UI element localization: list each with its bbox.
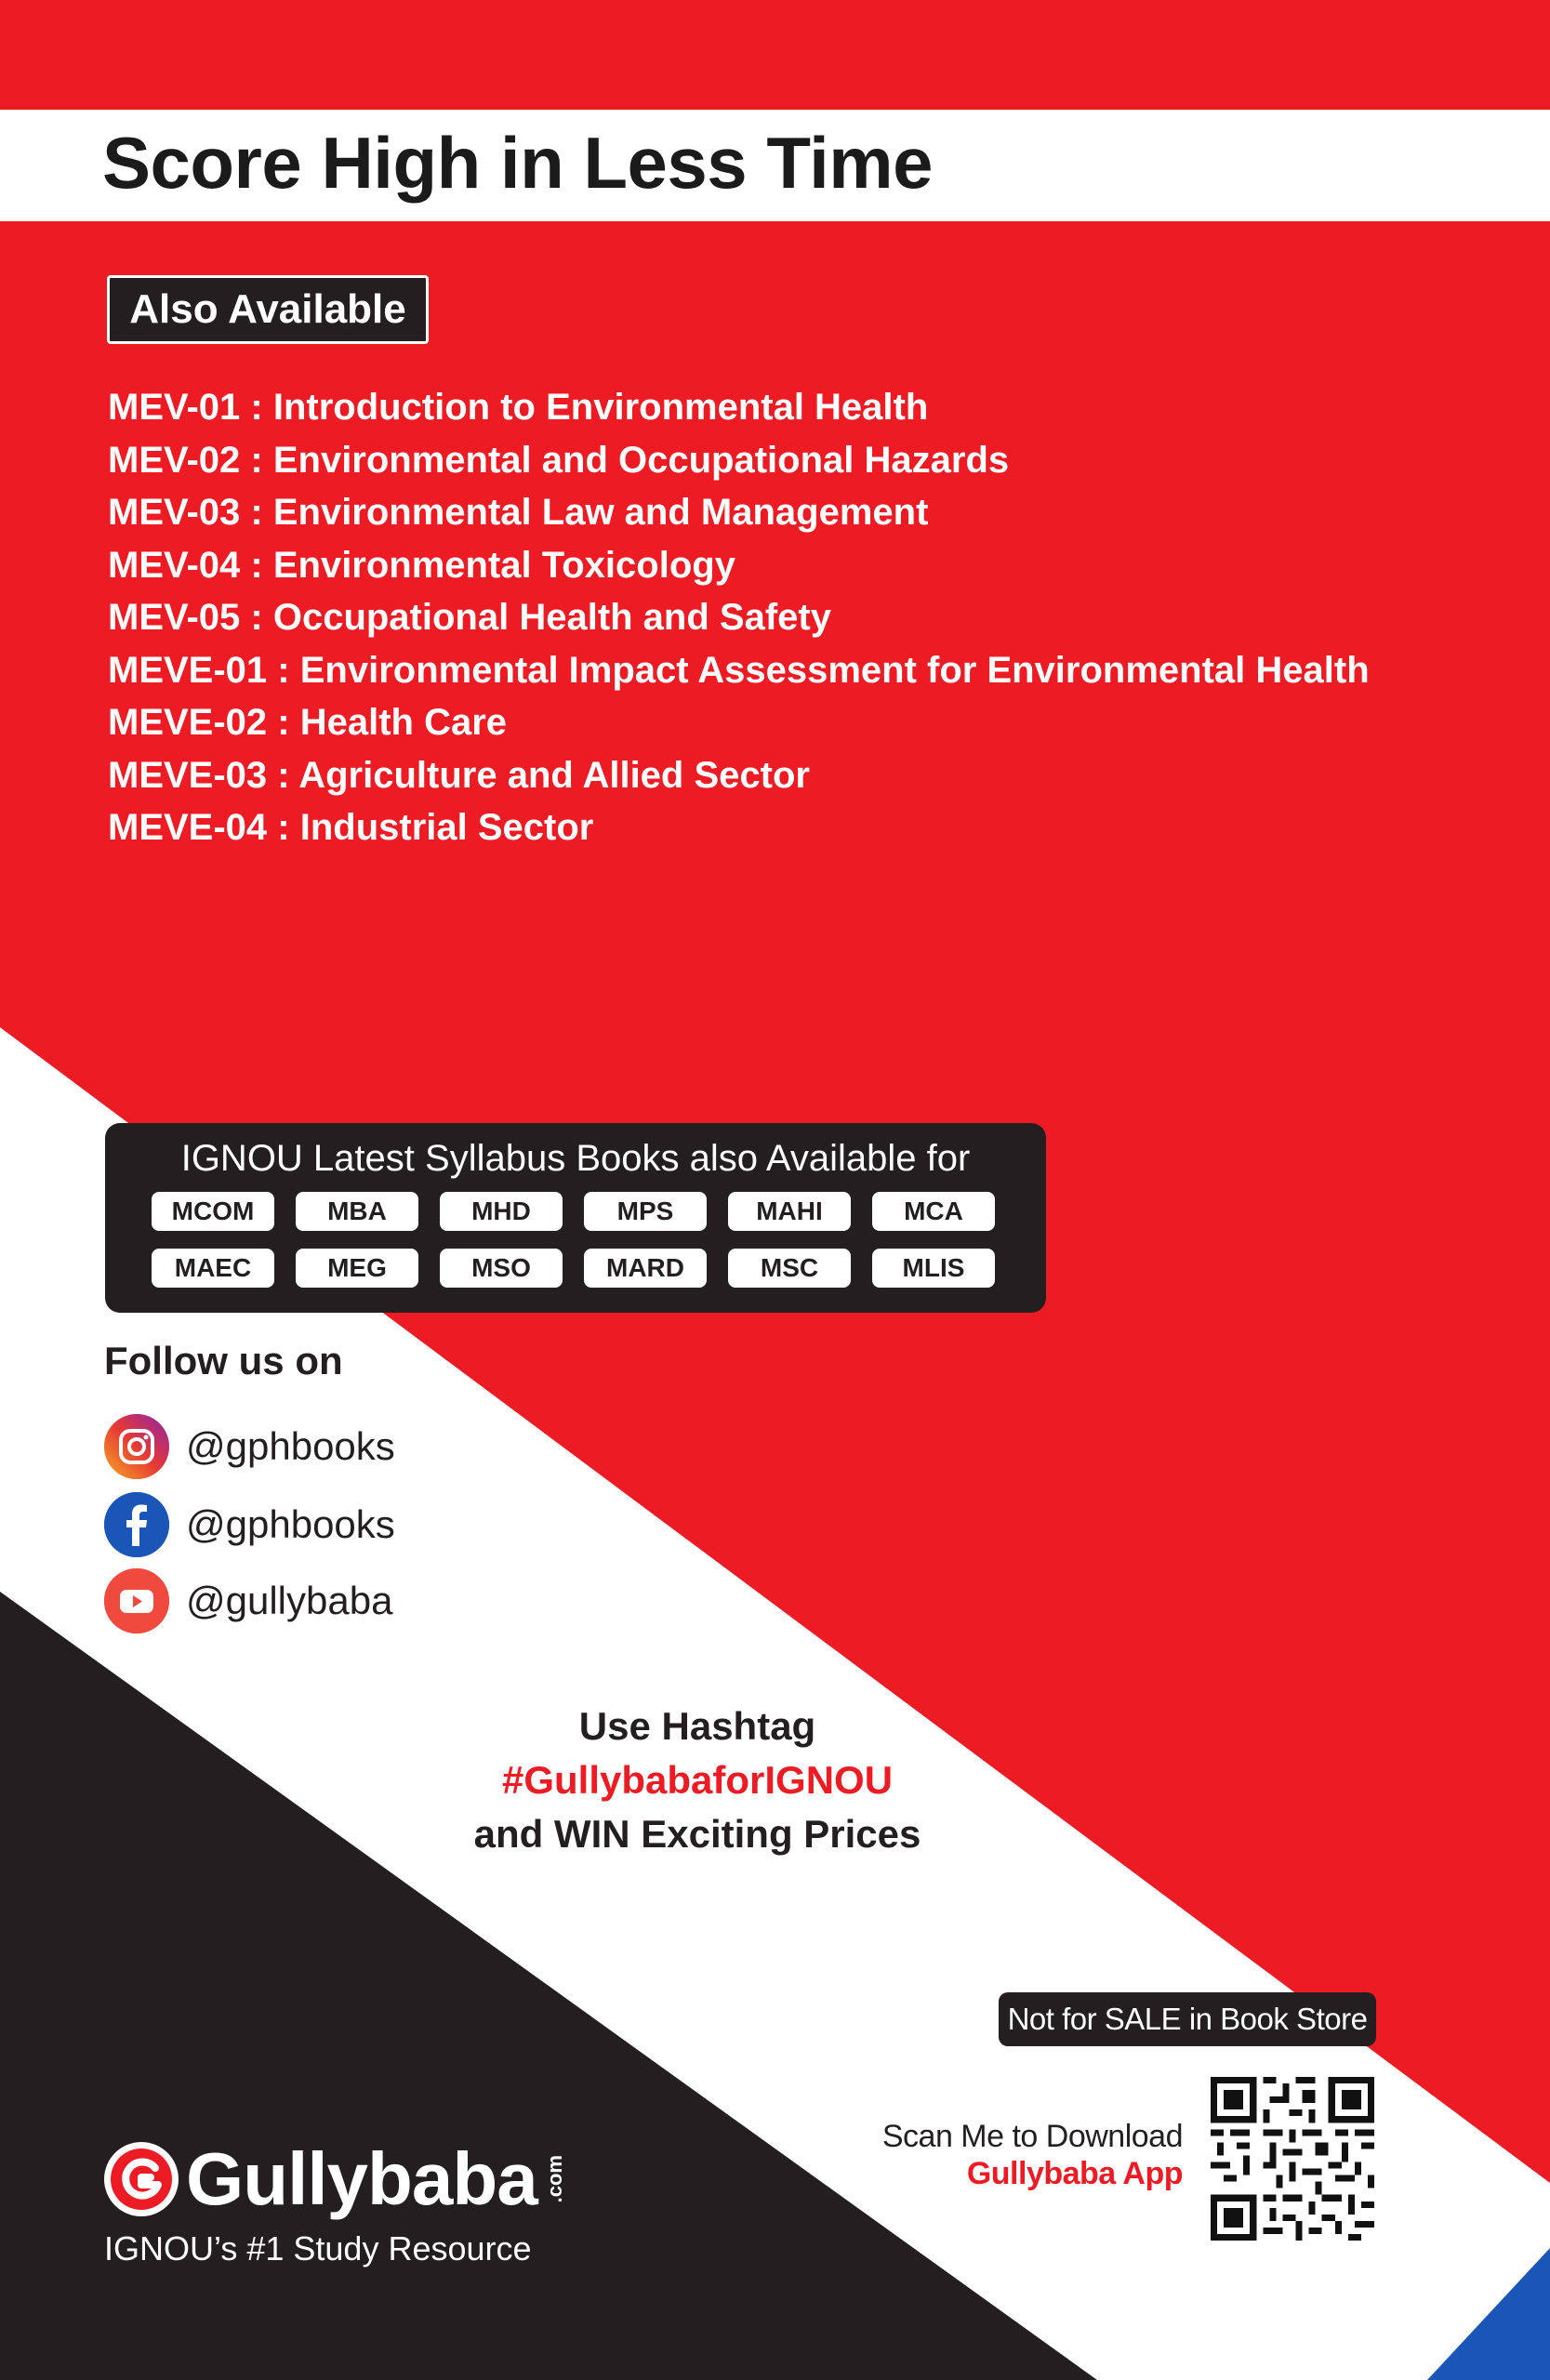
social-handle: @gphbooks [186, 1424, 395, 1468]
list-item: MEVE-02 : Health Care [108, 702, 508, 743]
course-list [108, 381, 1370, 854]
program-tag: MCOM [152, 1192, 274, 1231]
social-handle: @gullybaba [186, 1579, 393, 1622]
list-item: MEVE-04 : Industrial Sector [108, 807, 594, 848]
hashtag-outro: and WIN Exciting Prices [473, 1812, 921, 1856]
social-youtube[interactable] [104, 1566, 392, 1636]
qr-code[interactable] [1211, 2073, 1374, 2244]
program-tag: MCA [872, 1192, 995, 1231]
list-item: MEV-02 : Environmental and Occupational Hazards [108, 439, 1010, 481]
list-item: MEVE-03 : Agriculture and Allied Sector [108, 754, 810, 796]
not-for-sale-badge: Not for SALE in Book Store [999, 1992, 1376, 2046]
program-tag: MEG [296, 1249, 418, 1288]
scan-instructions [837, 2118, 1183, 2192]
brand-name: Gullybaba [186, 2137, 537, 2220]
syllabus-title: IGNOU Latest Syllabus Books also Available for [180, 1138, 971, 1179]
list-item: MEV-03 : Environmental Law and Management [108, 492, 929, 533]
program-tag: MAEC [152, 1249, 274, 1288]
program-tag: MSO [440, 1249, 563, 1288]
instagram-icon [104, 1414, 169, 1479]
social-instagram[interactable] [104, 1411, 395, 1482]
program-tag: MLIS [872, 1249, 995, 1288]
program-tag: MSC [728, 1249, 851, 1288]
hashtag-block [428, 1699, 967, 1861]
program-tag: MAHI [728, 1192, 851, 1231]
social-handle: @gphbooks [186, 1502, 395, 1546]
brand-tagline: IGNOU’s #1 Study Resource [104, 2229, 532, 2268]
social-facebook[interactable] [104, 1489, 395, 1560]
program-tag: MARD [584, 1249, 707, 1288]
brand-logo [104, 2136, 567, 2222]
facebook-icon [104, 1492, 169, 1557]
page-title: Score High in Less Time [102, 122, 934, 204]
follow-title: Follow us on [104, 1339, 343, 1382]
hashtag-intro: Use Hashtag [578, 1704, 816, 1748]
brand-suffix: .com [542, 2155, 566, 2203]
list-item: MEV-04 : Environmental Toxicology [108, 544, 735, 586]
program-tag: MBA [296, 1192, 418, 1231]
also-available-badge: Also Available [107, 275, 429, 344]
app-name: Gullybaba App [966, 2156, 1183, 2191]
list-item: MEV-01 : Introduction to Environmental Health [108, 387, 929, 428]
gullybaba-logo-icon [104, 2142, 179, 2216]
youtube-icon [104, 1568, 169, 1633]
scan-label: Scan Me to Download [881, 2119, 1183, 2154]
program-tag: MHD [440, 1192, 563, 1231]
program-tag: MPS [584, 1192, 707, 1231]
list-item: MEVE-01 : Environmental Impact Assessment for Environmental Health [108, 649, 1370, 691]
hashtag-text: #GullybabaforIGNOU [501, 1758, 894, 1802]
syllabus-panel [105, 1123, 1046, 1313]
list-item: MEV-05 : Occupational Health and Safety [108, 597, 831, 638]
